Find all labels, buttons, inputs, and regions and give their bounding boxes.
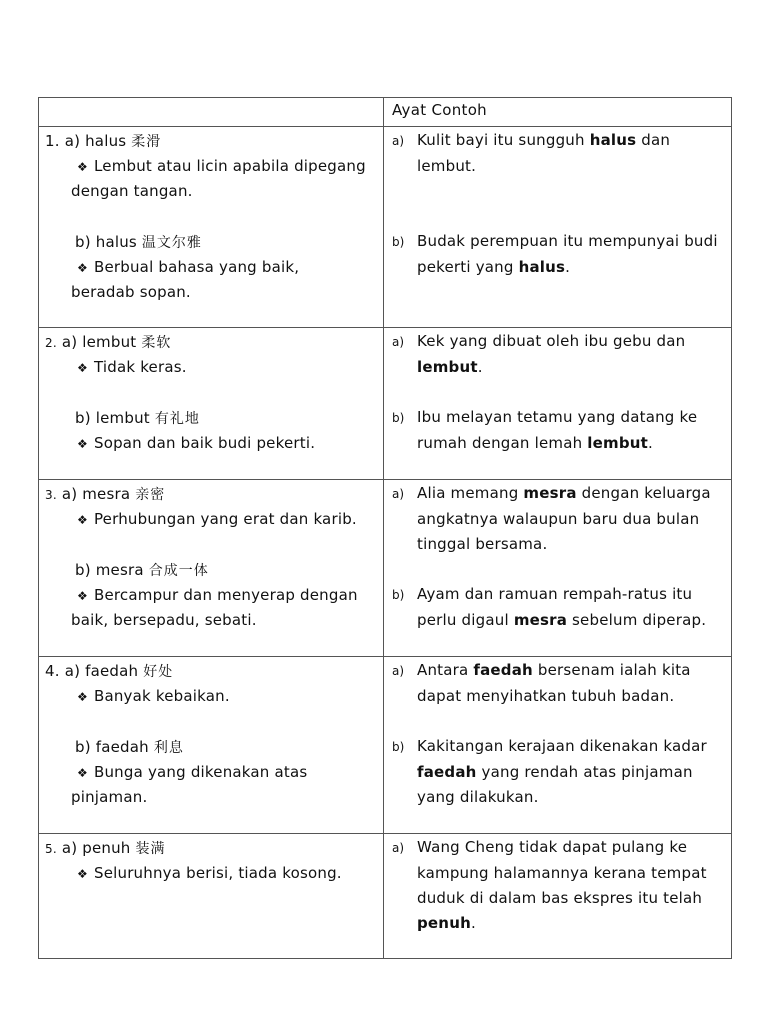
example-marker: b) (392, 411, 405, 425)
example-text: duduk di dalam bas ekspres itu telah (417, 889, 703, 907)
diamond-bullet-icon: ❖ (77, 690, 88, 704)
chinese-translation: 好处 (143, 664, 174, 680)
example-cell (384, 127, 732, 328)
definition-text: Perhubungan yang erat dan karib. (93, 510, 357, 528)
header-cell-word (39, 98, 384, 127)
example-line (417, 510, 699, 528)
diamond-bullet-icon: ❖ (77, 437, 88, 451)
example-cell (384, 834, 732, 959)
diamond-bullet-icon: ❖ (77, 261, 88, 275)
example-text: Ibu melayan tetamu yang datang ke (417, 408, 698, 426)
diamond-bullet-icon: ❖ (77, 589, 88, 603)
example-line (417, 131, 670, 149)
definition-line (77, 763, 307, 781)
example-text: Ayam dan ramuan rempah-ratus itu (417, 585, 693, 603)
sense-heading (75, 408, 200, 428)
table-row (39, 328, 732, 480)
row-number: 1. (45, 132, 60, 150)
example-line (417, 687, 674, 705)
headword-label: a) halus (64, 132, 127, 150)
keyword-highlight: mesra (513, 611, 568, 629)
keyword-highlight: penuh (417, 914, 471, 932)
example-line (417, 258, 570, 276)
diamond-bullet-icon: ❖ (77, 361, 88, 375)
example-text: Kakitangan kerajaan dikenakan kadar (417, 737, 707, 755)
example-line (417, 358, 483, 376)
table-row (39, 127, 732, 328)
example-text: sebelum diperap. (567, 611, 707, 629)
vocabulary-table (38, 97, 732, 959)
diamond-bullet-icon: ❖ (77, 513, 88, 527)
example-text: Wang Cheng tidak dapat pulang ke (417, 838, 688, 856)
example-line (417, 838, 687, 856)
example-text: Antara (417, 661, 474, 679)
example-line (417, 232, 718, 250)
example-text: . (565, 258, 571, 276)
word-cell (39, 328, 384, 480)
example-text: tinggal bersama. (417, 535, 548, 553)
definition-line (77, 358, 187, 376)
example-line (417, 611, 706, 629)
definition-line (77, 434, 315, 452)
keyword-highlight: lembut (587, 434, 649, 452)
keyword-highlight: mesra (523, 484, 577, 502)
example-text: yang rendah atas pinjaman (476, 763, 693, 781)
table-row (39, 480, 732, 657)
row-number: 4. (45, 662, 60, 680)
table-row (39, 657, 732, 834)
example-line (417, 889, 702, 907)
example-marker: b) (392, 235, 405, 249)
example-text: dengan keluarga (576, 484, 711, 502)
definition-continuation: pinjaman. (71, 788, 148, 806)
example-marker: b) (392, 588, 405, 602)
headword-label: a) penuh (61, 839, 131, 857)
sense-heading (45, 838, 165, 858)
definition-text: Banyak kebaikan. (93, 687, 230, 705)
headword-label: b) lembut (75, 409, 150, 427)
definition-text: Bunga yang dikenakan atas (93, 763, 308, 781)
sense-heading (75, 232, 202, 252)
example-line (417, 914, 476, 932)
chinese-translation: 装满 (135, 841, 166, 857)
example-marker: a) (392, 134, 405, 148)
table-row (39, 834, 732, 959)
definition-line (77, 864, 342, 882)
example-text: bersenam ialah kita (532, 661, 691, 679)
example-marker: a) (392, 664, 405, 678)
definition-continuation: beradab sopan. (71, 283, 191, 301)
definition-line (77, 687, 230, 705)
example-line (417, 737, 707, 755)
example-text: Alia memang (417, 484, 524, 502)
chinese-translation: 合成一体 (148, 563, 209, 579)
row-number: 3. (45, 488, 57, 502)
example-text: kampung halamannya kerana tempat (417, 864, 707, 882)
example-text: . (470, 914, 476, 932)
example-line (417, 484, 711, 502)
headword-label: a) faedah (64, 662, 139, 680)
example-line (417, 535, 547, 553)
keyword-highlight: faedah (473, 661, 533, 679)
keyword-highlight: halus (518, 258, 566, 276)
example-text: lembut. (417, 157, 477, 175)
headword-label: a) mesra (61, 485, 131, 503)
example-cell (384, 657, 732, 834)
example-text: dan (636, 131, 671, 149)
example-text: angkatnya walaupun baru dua bulan (417, 510, 700, 528)
diamond-bullet-icon: ❖ (77, 160, 88, 174)
example-text: yang dilakukan. (417, 788, 539, 806)
definition-text: Tidak keras. (93, 358, 187, 376)
example-text: Budak perempuan itu mempunyai budi (417, 232, 718, 250)
example-line (417, 408, 697, 426)
headword-label: b) faedah (75, 738, 149, 756)
chinese-translation: 柔滑 (131, 134, 162, 150)
sense-heading (75, 560, 209, 580)
example-text: Kulit bayi itu sungguh (417, 131, 590, 149)
definition-line (77, 258, 299, 276)
example-line (417, 157, 476, 175)
definition-line (77, 510, 357, 528)
example-line (417, 788, 539, 806)
headword-label: b) halus (75, 233, 137, 251)
word-cell (39, 127, 384, 328)
example-line (417, 661, 691, 679)
sense-heading (45, 332, 171, 352)
example-line (417, 434, 653, 452)
definition-line (77, 586, 358, 604)
example-marker: a) (392, 841, 405, 855)
keyword-highlight: halus (589, 131, 637, 149)
sense-heading (45, 661, 173, 681)
example-line (417, 332, 685, 350)
definition-text: Lembut atau licin apabila dipegang (93, 157, 366, 175)
example-text: . (648, 434, 653, 452)
chinese-translation: 有礼地 (154, 411, 200, 427)
word-cell (39, 657, 384, 834)
example-marker: a) (392, 335, 405, 349)
example-text: Kek yang dibuat oleh ibu gebu dan (417, 332, 686, 350)
table-header-row (39, 98, 732, 127)
sense-heading (75, 737, 184, 757)
definition-text: Berbual bahasa yang baik, (93, 258, 300, 276)
definition-line (77, 157, 366, 175)
chinese-translation: 温文尔雅 (141, 235, 202, 251)
keyword-highlight: lembut (417, 358, 478, 376)
example-text: rumah dengan lemah (417, 434, 588, 452)
headword-label: a) lembut (61, 333, 137, 351)
chinese-translation: 亲密 (135, 487, 166, 503)
example-line (417, 864, 707, 882)
row-number: 2. (45, 336, 57, 350)
headword-label: b) mesra (75, 561, 144, 579)
header-cell-examples: Ayat Contoh (384, 98, 732, 127)
definition-text: Sopan dan baik budi pekerti. (93, 434, 316, 452)
diamond-bullet-icon: ❖ (77, 867, 88, 881)
example-text: . (477, 358, 483, 376)
word-cell (39, 834, 384, 959)
example-marker: a) (392, 487, 405, 501)
definition-continuation: baik, bersepadu, sebati. (71, 611, 257, 629)
diamond-bullet-icon: ❖ (77, 766, 88, 780)
definition-text: Seluruhnya berisi, tiada kosong. (93, 864, 342, 882)
definition-continuation: dengan tangan. (71, 182, 193, 200)
word-cell (39, 480, 384, 657)
example-line (417, 763, 693, 781)
chinese-translation: 柔软 (141, 335, 172, 351)
keyword-highlight: faedah (417, 763, 477, 781)
example-marker: b) (392, 740, 405, 754)
definition-text: Bercampur dan menyerap dengan (93, 586, 358, 604)
example-text: pekerti yang (417, 258, 519, 276)
example-text: dapat menyihatkan tubuh badan. (417, 687, 675, 705)
example-text: perlu digaul (417, 611, 514, 629)
chinese-translation: 利息 (153, 740, 184, 756)
sense-heading (45, 484, 165, 504)
sense-heading (45, 131, 161, 151)
example-cell (384, 480, 732, 657)
row-number: 5. (45, 842, 57, 856)
example-cell (384, 328, 732, 480)
example-line (417, 585, 692, 603)
